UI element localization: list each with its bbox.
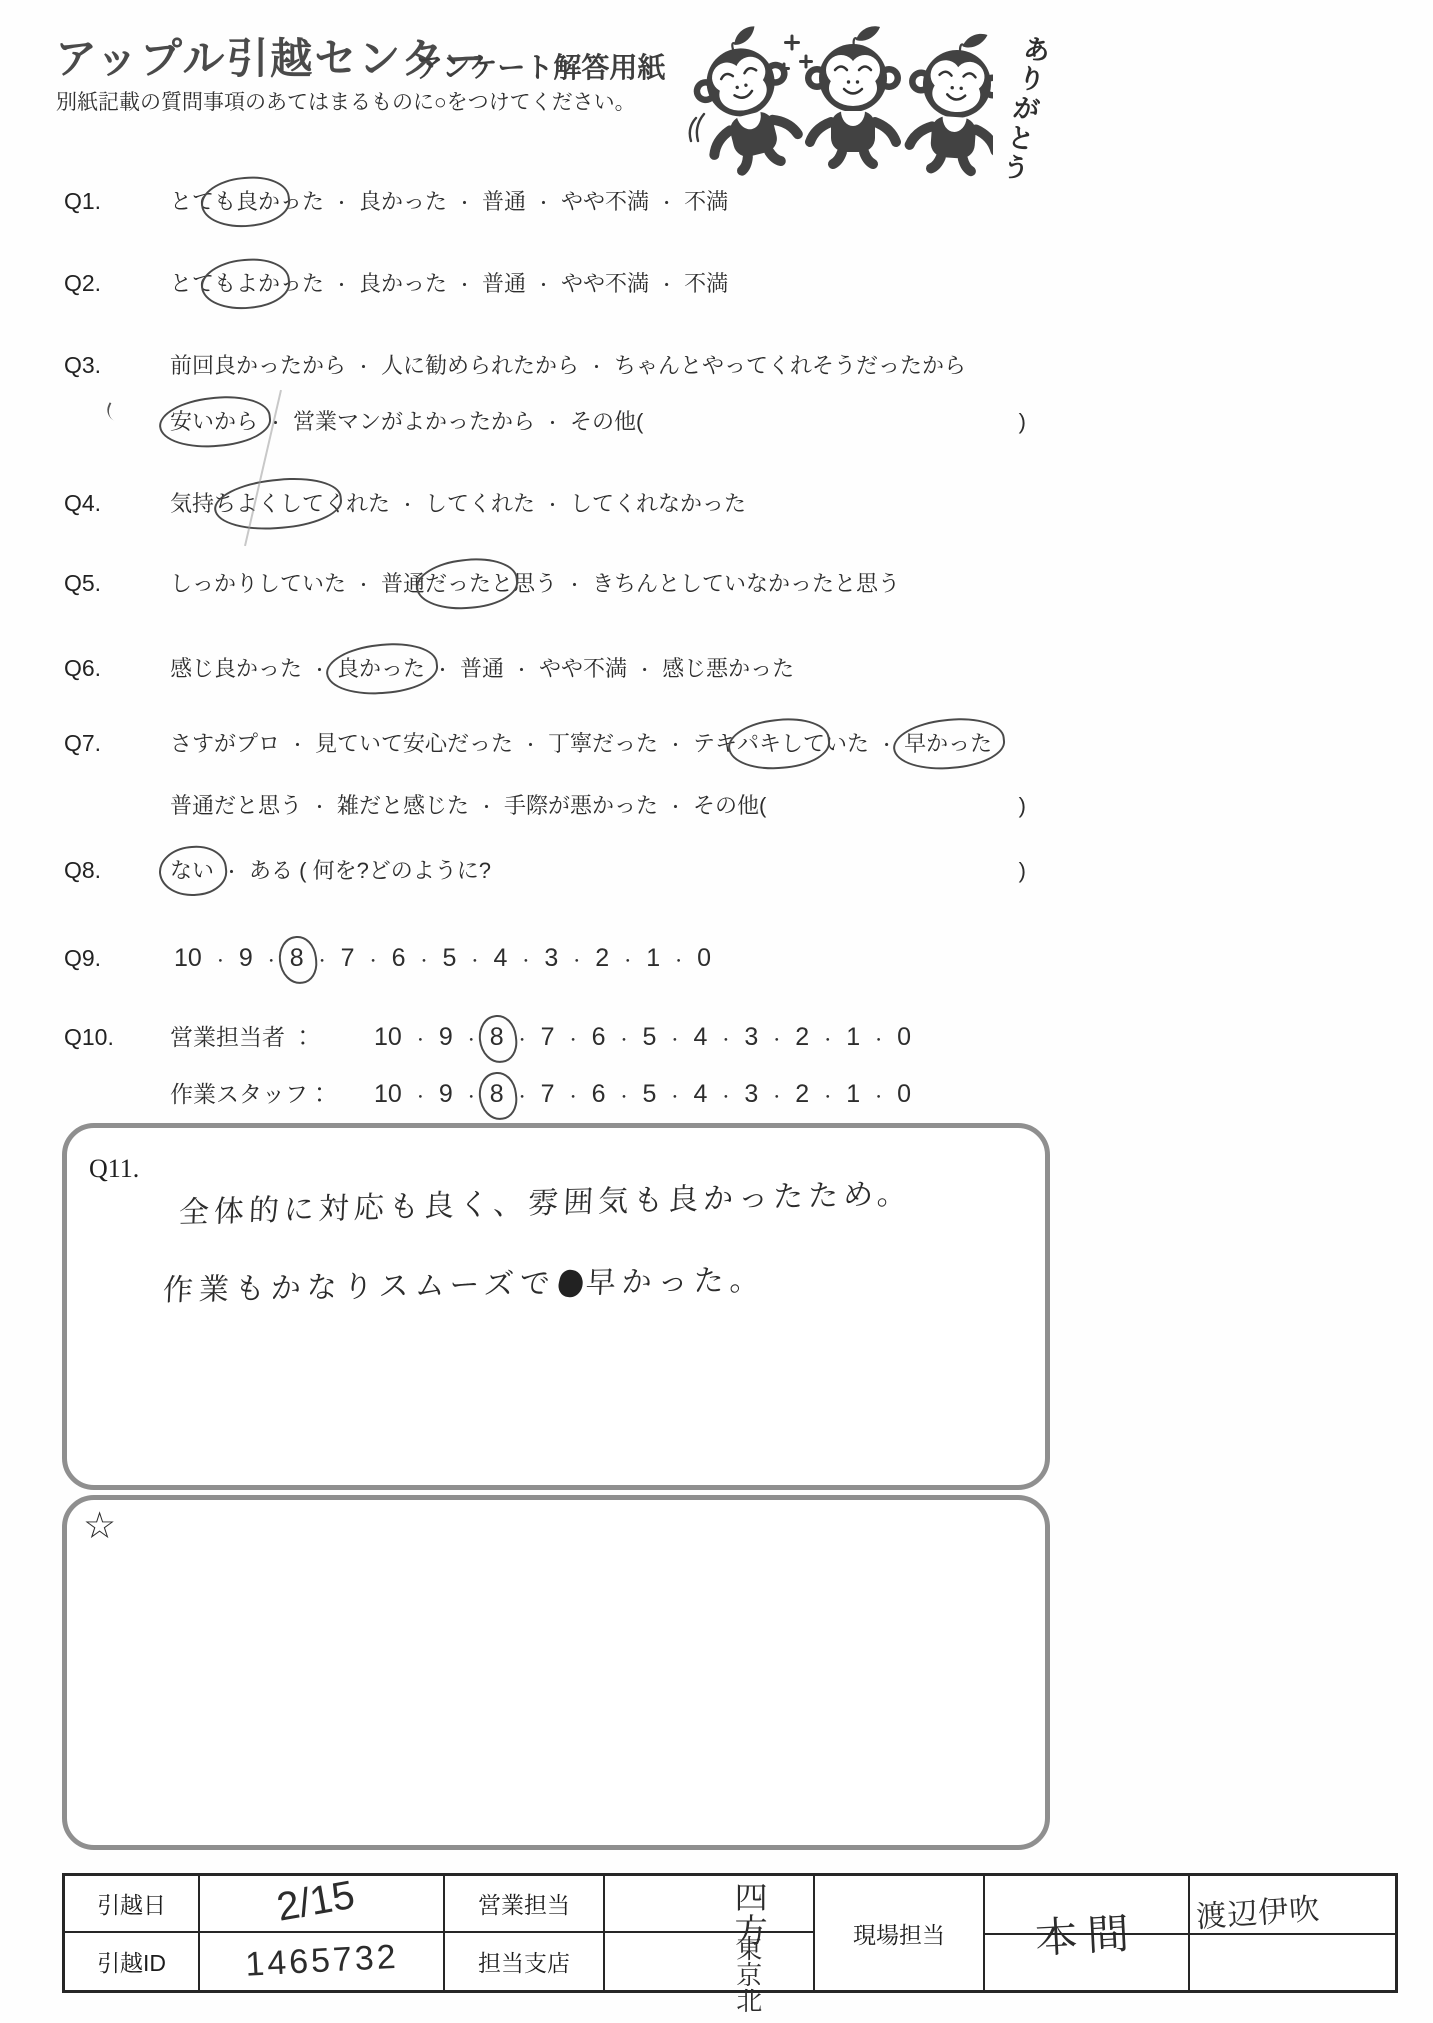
option-separator-dot: ・	[620, 953, 636, 970]
option-separator-dot: ・	[667, 1089, 683, 1106]
branch-label: 担当支店	[445, 1933, 605, 1990]
question-line	[64, 267, 1026, 297]
option-label: 9	[238, 944, 253, 972]
form-title: アンケート解答用紙	[415, 52, 666, 83]
options-group	[170, 267, 728, 298]
option-label: 3	[544, 944, 559, 972]
option-label: 4	[693, 1023, 708, 1051]
branch-cell	[605, 1933, 815, 2013]
option-label: 見ていて安心だった	[315, 731, 514, 756]
option-label: 10	[374, 1080, 402, 1108]
option-label: 0	[897, 1023, 912, 1051]
option-separator-dot: ・	[820, 1032, 836, 1049]
option-separator-dot: ・	[636, 661, 654, 680]
handwritten-text: 早かった。	[584, 1263, 767, 1300]
option-separator-dot: ・	[667, 798, 685, 817]
handwritten-comment-line1: 全体的に対応も良く、雰囲気も良かったため。	[178, 1177, 913, 1230]
question-id: Q2.	[64, 270, 102, 296]
option-label: しっかりしていた	[170, 571, 347, 596]
option-separator-dot: ・	[463, 1089, 479, 1106]
option-label: 7	[540, 1023, 555, 1051]
option-label: その他(	[693, 793, 767, 818]
move-date-cell	[200, 1872, 445, 1933]
site-crew-cell-1	[985, 1876, 1190, 1990]
option-separator-dot: ・	[588, 358, 606, 377]
options-group	[170, 652, 794, 683]
option-label-circled: 安いから	[170, 405, 258, 436]
option-separator-dot: ・	[478, 798, 496, 817]
option-label: 1	[846, 1023, 861, 1051]
star-icon: ☆	[83, 1505, 117, 1546]
option-label: 0	[697, 944, 712, 972]
option-separator-dot: ・	[820, 1089, 836, 1106]
option-label-circled: 良かった	[337, 652, 425, 683]
option-label: 普通	[482, 271, 527, 296]
option-separator-dot: ・	[671, 953, 687, 970]
option-label: 10	[374, 1023, 402, 1051]
option-separator-dot: ・	[565, 1089, 581, 1106]
option-separator-dot: ・	[544, 496, 562, 515]
option-label: 感じ良かった	[170, 656, 303, 681]
options-group	[170, 567, 900, 598]
options-group	[170, 789, 766, 820]
option-label: 良かった	[359, 189, 448, 214]
question-line	[64, 854, 1026, 884]
option-separator-dot: ・	[467, 953, 483, 970]
option-separator-dot: ・	[514, 1089, 530, 1106]
option-separator-dot: ・	[434, 661, 452, 680]
scale-prefix-label: 作業スタッフ：	[170, 1081, 331, 1107]
footer-table	[62, 1872, 1398, 2013]
option-label: 不満	[684, 189, 729, 214]
thanks-vertical-text: ありがとう	[996, 32, 1052, 186]
option-label: ある ( 何を?どのように?	[249, 858, 492, 883]
question-line	[64, 789, 1026, 819]
site-crew-name-1: 本間	[1033, 1909, 1140, 1962]
option-separator-dot: ・	[267, 414, 285, 433]
question-line	[64, 405, 1026, 435]
move-id-cell	[200, 1933, 445, 1990]
option-label-circled: 8	[489, 1023, 504, 1051]
option-label: 3	[744, 1080, 759, 1108]
option-separator-dot: ・	[769, 1032, 785, 1049]
option-separator-dot: ・	[355, 358, 373, 377]
option-separator-dot: ・	[311, 798, 329, 817]
option-label: やや不満	[561, 271, 650, 296]
option-label: 6	[591, 1023, 606, 1051]
option-separator-dot: ・	[658, 276, 676, 295]
options-group	[170, 727, 992, 758]
option-label: きちんとしていなかったと思う	[592, 571, 901, 596]
handwritten-comment-line2	[162, 1255, 767, 1310]
option-label-circled: テキパキしていた	[693, 727, 869, 758]
brand-title: アップル引越センター	[55, 35, 489, 82]
option-separator-dot: ・	[769, 1089, 785, 1106]
option-separator-dot: ・	[518, 953, 534, 970]
monkey-mascot-icon	[903, 29, 993, 173]
option-label: 6	[391, 944, 406, 972]
option-separator-dot: ・	[355, 576, 373, 595]
option-label-circled: ない	[170, 854, 214, 885]
move-date-value: 2/15	[273, 1872, 358, 1930]
option-separator-dot: ・	[412, 1089, 428, 1106]
q11-comment-box	[62, 1123, 1050, 1490]
option-label: 2	[795, 1023, 810, 1051]
question-line	[64, 944, 1026, 974]
option-label: 普通だと思う	[170, 793, 303, 818]
option-separator-dot: ・	[718, 1089, 734, 1106]
move-date-label: 引越日	[65, 1876, 200, 1933]
option-label: 6	[591, 1080, 606, 1108]
option-separator-dot: ・	[667, 736, 685, 755]
branch-value: 東京北	[732, 1935, 763, 2013]
move-id-value: 1465732	[243, 1937, 400, 1984]
question-id: Q10.	[64, 1024, 114, 1050]
option-label: やや不満	[561, 189, 650, 214]
option-label-circled: とてもよかった	[170, 267, 324, 298]
option-label: やや不満	[539, 656, 628, 681]
option-separator-dot: ・	[569, 953, 585, 970]
site-crew-label: 現場担当	[815, 1876, 985, 1990]
monkey-mascot-icon	[688, 22, 808, 177]
sales-rep-cell	[605, 1876, 815, 1946]
option-label: 4	[493, 944, 508, 972]
option-separator-dot: ・	[658, 194, 676, 213]
option-label-circled: 普通だったと思う	[381, 567, 557, 598]
question-line	[64, 349, 1026, 379]
motion-lines-icon	[690, 114, 704, 141]
option-label-circled: 8	[489, 1080, 504, 1108]
option-separator-dot: ・	[333, 194, 351, 213]
option-separator-dot: ・	[456, 276, 474, 295]
option-label: さすがプロ	[170, 731, 281, 756]
option-label: 普通	[482, 189, 527, 214]
options-group	[370, 1080, 915, 1109]
option-separator-dot: ・	[314, 953, 330, 970]
option-separator-dot: ・	[616, 1032, 632, 1049]
option-separator-dot: ・	[365, 953, 381, 970]
sales-rep-value: 四方	[730, 1880, 768, 1946]
option-label: 不満	[684, 271, 729, 296]
question-id: Q8.	[64, 857, 102, 883]
option-label-circled: とても良かった	[170, 185, 324, 216]
option-label: 前回良かったから	[170, 353, 347, 378]
sales-rep-label: 営業担当	[445, 1876, 605, 1933]
option-separator-dot: ・	[513, 661, 531, 680]
option-label: してくれた	[425, 491, 536, 516]
question-line	[64, 567, 1026, 597]
question-line	[64, 652, 1026, 682]
monkey-mascots-illustration	[688, 22, 993, 192]
option-separator-dot: ・	[522, 736, 540, 755]
option-separator-dot: ・	[535, 276, 553, 295]
option-label: 9	[438, 1023, 453, 1051]
option-label: 10	[174, 944, 202, 972]
question-id: Q1.	[64, 188, 102, 214]
option-label: 0	[897, 1080, 912, 1108]
options-group	[170, 944, 715, 973]
options-group	[170, 405, 643, 436]
option-label: 感じ悪かった	[662, 656, 795, 681]
option-label: 雑だと感じた	[337, 793, 470, 818]
option-label-circled: 早かった	[904, 727, 992, 758]
option-separator-dot: ・	[878, 736, 896, 755]
question-line	[64, 487, 1026, 517]
option-label: 5	[442, 944, 457, 972]
option-label: 普通	[460, 656, 505, 681]
question-line	[64, 1019, 1026, 1049]
option-label: 3	[744, 1023, 759, 1051]
option-separator-dot: ・	[212, 953, 228, 970]
options-group	[170, 854, 491, 885]
option-label: 7	[340, 944, 355, 972]
star-comment-box	[62, 1495, 1050, 1850]
option-label: 人に勧められたから	[381, 353, 580, 378]
question-line	[64, 1076, 1026, 1106]
option-label: 2	[795, 1080, 810, 1108]
answer-paren-close: )	[1018, 409, 1026, 434]
option-label: 1	[646, 944, 661, 972]
options-group	[170, 185, 728, 216]
option-label: 4	[693, 1080, 708, 1108]
move-id-label: 引越ID	[65, 1933, 200, 1990]
answer-paren-close: )	[1018, 858, 1026, 883]
scale-prefix-label: 営業担当者 ：	[170, 1024, 315, 1050]
option-separator-dot: ・	[871, 1089, 887, 1106]
option-label: 2	[595, 944, 610, 972]
question-id: Q5.	[64, 570, 102, 596]
question-id: Q6.	[64, 655, 102, 681]
options-group	[170, 349, 966, 380]
monkey-mascot-icon	[805, 26, 901, 164]
answer-paren-close: )	[1018, 793, 1026, 818]
option-separator-dot: ・	[416, 953, 432, 970]
option-label: ちゃんとやってくれそうだったから	[614, 353, 967, 378]
option-separator-dot: ・	[311, 661, 329, 680]
option-label: 5	[642, 1023, 657, 1051]
option-label: してくれなかった	[570, 491, 747, 516]
option-label: 9	[438, 1080, 453, 1108]
option-separator-dot: ・	[667, 1032, 683, 1049]
question-id: Q9.	[64, 945, 102, 971]
option-separator-dot: ・	[544, 414, 562, 433]
option-separator-dot: ・	[616, 1089, 632, 1106]
option-label: 手際が悪かった	[504, 793, 659, 818]
instruction-text: 別紙記載の質問事項のあてはまるものに○をつけてください。	[56, 91, 636, 114]
site-crew-name-2: 渡辺伊吹	[1195, 1892, 1322, 1935]
option-label: 7	[540, 1080, 555, 1108]
option-separator-dot: ・	[223, 863, 241, 882]
option-separator-dot: ・	[399, 496, 417, 515]
option-label: その他(	[570, 409, 644, 434]
question-id: Q3.	[64, 352, 102, 378]
option-separator-dot: ・	[718, 1032, 734, 1049]
option-separator-dot: ・	[289, 736, 307, 755]
option-separator-dot: ・	[871, 1032, 887, 1049]
option-label: 丁寧だった	[548, 731, 659, 756]
handwritten-text: 作業もかなりスムーズで	[161, 1267, 557, 1308]
option-separator-dot: ・	[566, 576, 584, 595]
question-id: Q7.	[64, 730, 102, 756]
option-separator-dot: ・	[514, 1032, 530, 1049]
option-separator-dot: ・	[535, 194, 553, 213]
option-label: 5	[642, 1080, 657, 1108]
options-group	[370, 1023, 915, 1052]
question-id: Q4.	[64, 490, 102, 516]
option-separator-dot: ・	[263, 953, 279, 970]
option-separator-dot: ・	[463, 1032, 479, 1049]
option-label: 良かった	[359, 271, 448, 296]
option-separator-dot: ・	[333, 276, 351, 295]
option-label-circled: 8	[289, 944, 304, 972]
scribbled-out-mark	[556, 1268, 585, 1298]
option-separator-dot: ・	[565, 1032, 581, 1049]
option-label: 1	[846, 1080, 861, 1108]
option-separator-dot: ・	[456, 194, 474, 213]
q11-label: Q11.	[89, 1154, 140, 1183]
site-crew-cell-2	[1190, 1876, 1395, 1990]
question-line	[64, 185, 1026, 215]
option-separator-dot: ・	[412, 1032, 428, 1049]
question-line	[64, 727, 1026, 757]
questions-section	[0, 185, 1100, 1106]
option-label: 営業マンがよかったから	[293, 409, 536, 434]
option-label-circled: 気持ちよくしてくれた	[170, 487, 390, 518]
